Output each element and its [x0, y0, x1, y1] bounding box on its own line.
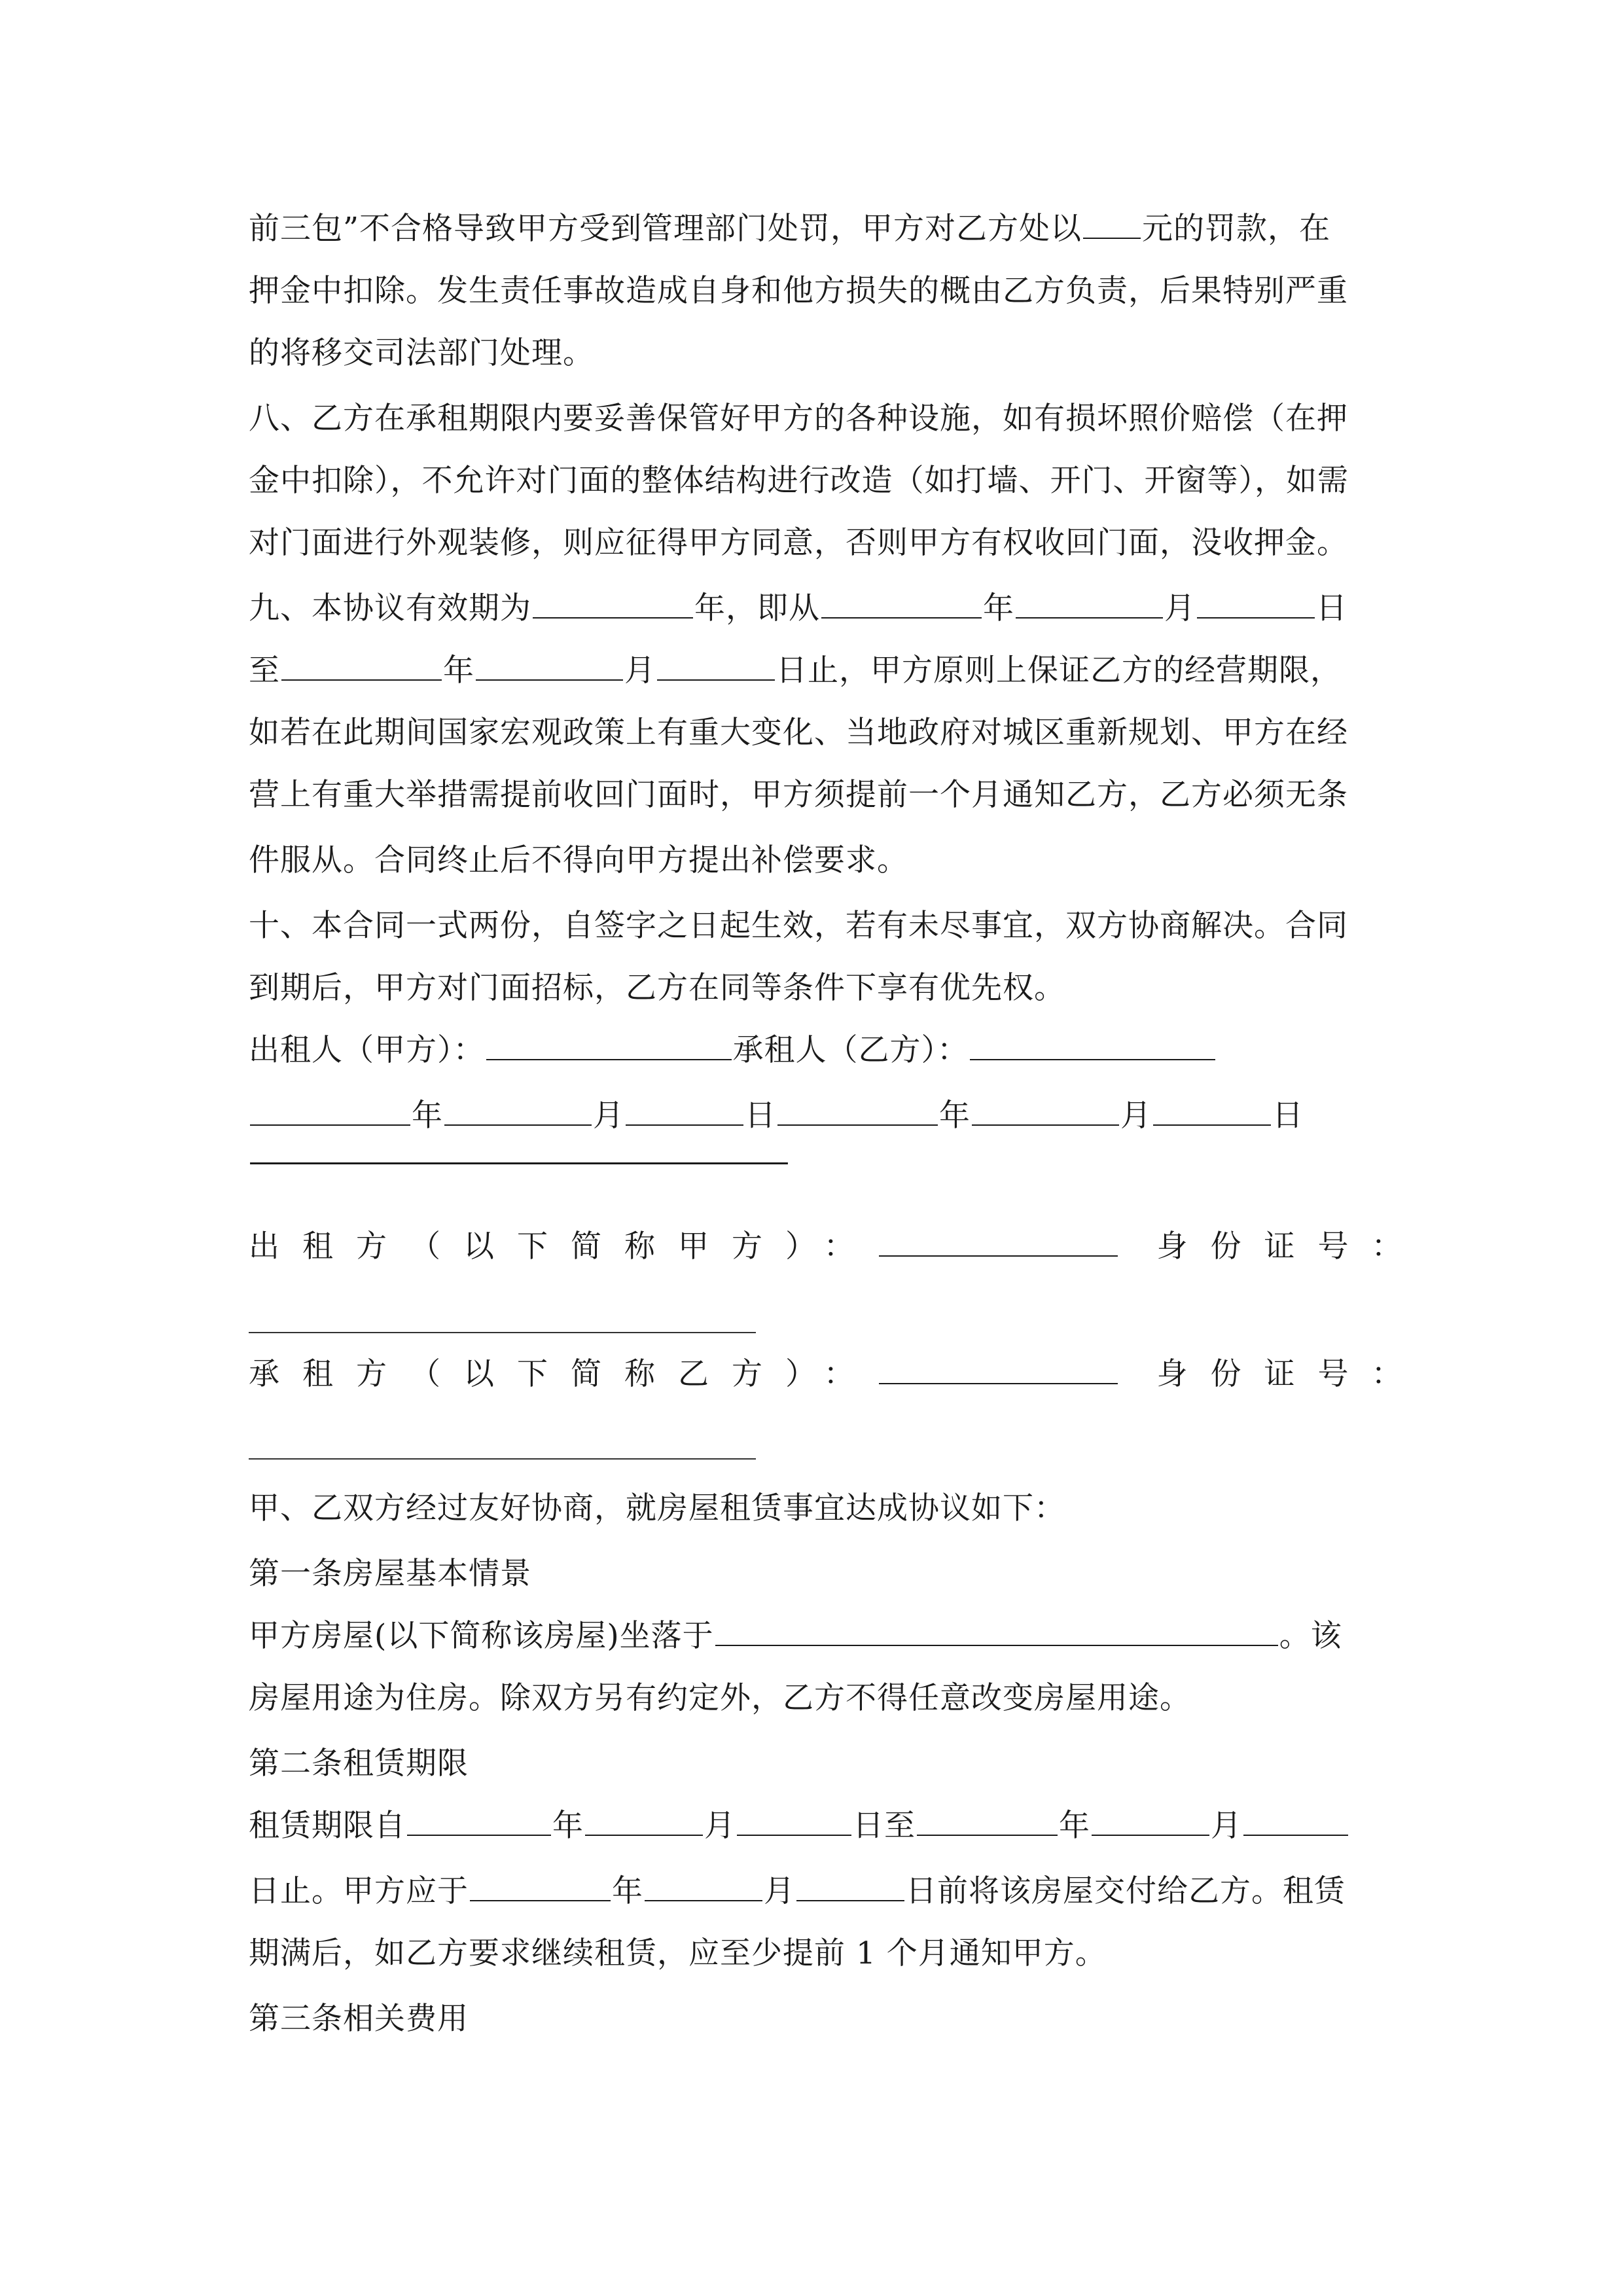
- lease-start-month-blank[interactable]: [585, 1795, 703, 1836]
- article1-line-1: [249, 1604, 1387, 1669]
- text: 月: [764, 1873, 795, 1909]
- id-label: 身份证号：: [1156, 1356, 1425, 1392]
- article1-title: 第一条房屋基本情景: [249, 1556, 531, 1592]
- text: 年: [983, 590, 1014, 626]
- lessee-day-blank[interactable]: [1153, 1085, 1271, 1126]
- article2-title: 第二条租赁期限: [249, 1746, 469, 1782]
- lessor-name-blank[interactable]: [879, 1216, 1118, 1257]
- article2-line-3: 期满后，如乙方要求继续租赁，应至少提前 1 个月通知甲方。: [249, 1935, 1107, 1971]
- text: 前三包”不合格导致甲方受到管理部门处罚，甲方对乙方处以: [249, 211, 1082, 247]
- lease-end-day-blank[interactable]: [1243, 1795, 1348, 1836]
- lease-end-month-blank[interactable]: [1092, 1795, 1209, 1836]
- text: 月: [624, 653, 656, 689]
- text: 日: [745, 1098, 776, 1134]
- fine-amount-blank[interactable]: [1083, 198, 1141, 239]
- text: ，即从: [726, 590, 820, 626]
- handover-month-blank[interactable]: [645, 1861, 762, 1901]
- article1-line-2: 房屋用途为住房。除双方另有约定外，乙方不得任意改变房屋用途。: [249, 1680, 1191, 1716]
- intro-line: 甲、乙双方经过友好协商，就房屋租赁事宜达成协议如下：: [249, 1490, 1065, 1526]
- lessee-id-blank[interactable]: [249, 1458, 756, 1460]
- clause10-line-1: 十、本合同一式两份，自签字之日起生效，若有未尽事宜，双方协商解决。合同: [249, 908, 1348, 944]
- article3-title: 第三条相关费用: [249, 2001, 469, 2037]
- text: 日前将该房屋交付给乙方。租赁: [906, 1873, 1346, 1909]
- text: 月: [704, 1808, 736, 1844]
- article2-line-1: [249, 1793, 1387, 1859]
- text: 。该: [1279, 1618, 1342, 1654]
- text: 甲方房屋(以下简称该房屋)坐落于: [249, 1618, 714, 1654]
- clause8-line-2: 金中扣除），不允许对门面的整体结构进行改造（如打墙、开门、开窗等），如需: [249, 463, 1349, 499]
- clause9-line-1: [249, 576, 1387, 641]
- clause7-line-2: 押金中扣除。发生责任事故造成自身和他方损失的概由乙方负责，后果特别严重: [249, 273, 1348, 309]
- text: 月: [1164, 590, 1196, 626]
- lease-start-day-blank[interactable]: [737, 1795, 851, 1836]
- lessor-label: 出租人（甲方）：: [249, 1032, 485, 1068]
- handover-year-blank[interactable]: [470, 1861, 611, 1901]
- lessor-signature-blank[interactable]: [486, 1020, 732, 1060]
- clause9-line-4: 营上有重大举措需提前收回门面时，甲方须提前一个月通知乙方，乙方必须无条: [249, 777, 1348, 813]
- lessor-day-blank[interactable]: [626, 1085, 743, 1126]
- lease-end-year-blank[interactable]: [917, 1795, 1058, 1836]
- text: 元的罚款，在: [1142, 211, 1331, 247]
- article2-line-2: [249, 1859, 1387, 1924]
- clause9-line-2: [249, 638, 1387, 704]
- text: 年: [552, 1808, 584, 1844]
- text: 日: [1272, 1098, 1304, 1134]
- text: 年: [612, 1873, 643, 1909]
- text: 租赁期限自: [249, 1808, 406, 1844]
- text: 月: [1120, 1098, 1152, 1134]
- text: 至: [249, 653, 280, 689]
- lease-start-year-blank[interactable]: [407, 1795, 551, 1836]
- text: 日: [1316, 590, 1347, 626]
- clause9-line-5: 件服从。合同终止后不得向甲方提出补偿要求。: [249, 842, 908, 878]
- lessee-label: 承租人（乙方）：: [732, 1032, 969, 1068]
- lessee-year-blank[interactable]: [777, 1085, 938, 1126]
- lessor-party-line: [249, 1214, 1425, 1280]
- start-year-blank[interactable]: [821, 578, 982, 619]
- lessor-party-label: 出租方（以下简称甲方）：: [249, 1229, 878, 1265]
- lessee-party-label: 承租方（以下简称乙方）：: [249, 1356, 878, 1392]
- text: 年: [412, 1098, 443, 1134]
- handover-day-blank[interactable]: [796, 1861, 904, 1901]
- text: 日至: [853, 1808, 916, 1844]
- text: 年: [1059, 1808, 1090, 1844]
- text: 月: [593, 1098, 624, 1134]
- text: 年: [694, 590, 726, 626]
- clause10-line-2: 到期后，甲方对门面招标，乙方在同等条件下享有优先权。: [249, 970, 1065, 1006]
- text: 年: [939, 1098, 971, 1134]
- address-blank[interactable]: [715, 1605, 1278, 1646]
- clause7-line-1: [249, 196, 1387, 262]
- id-label: 身份证号：: [1156, 1229, 1425, 1265]
- signature-line: [249, 1018, 1387, 1083]
- clause8-line-3: 对门面进行外观装修，则应征得甲方同意，否则甲方有权收回门面，没收押金。: [249, 525, 1348, 561]
- lessee-signature-blank[interactable]: [970, 1020, 1215, 1060]
- clause8-line-1: 八、乙方在承租期限内要妥善保管好甲方的各种设施，如有损坏照价赔偿（在押: [249, 401, 1348, 437]
- start-day-blank[interactable]: [1197, 578, 1315, 619]
- lessor-month-blank[interactable]: [444, 1085, 592, 1126]
- text: 日止，甲方原则上保证乙方的经营期限，: [776, 653, 1342, 689]
- lessee-party-line: [249, 1342, 1425, 1407]
- validity-years-blank[interactable]: [533, 578, 693, 619]
- clause7-line-3: 的将移交司法部门处理。: [249, 335, 594, 371]
- lessor-year-blank[interactable]: [250, 1085, 410, 1126]
- text: 月: [1211, 1808, 1242, 1844]
- end-day-blank[interactable]: [657, 640, 775, 681]
- text: 九、本协议有效期为: [249, 590, 531, 626]
- end-month-blank[interactable]: [476, 640, 623, 681]
- lessor-id-blank[interactable]: [249, 1332, 756, 1333]
- text: 日止。甲方应于: [249, 1873, 469, 1909]
- end-year-blank[interactable]: [281, 640, 442, 681]
- start-month-blank[interactable]: [1016, 578, 1163, 619]
- clause9-line-3: 如若在此期间国家宏观政策上有重大变化、当地政府对城区重新规划、甲方在经: [249, 715, 1348, 751]
- lessee-month-blank[interactable]: [972, 1085, 1119, 1126]
- lessee-name-blank[interactable]: [879, 1344, 1118, 1384]
- text: 年: [443, 653, 474, 689]
- dash-separator: ————————————————————: [249, 1143, 785, 1179]
